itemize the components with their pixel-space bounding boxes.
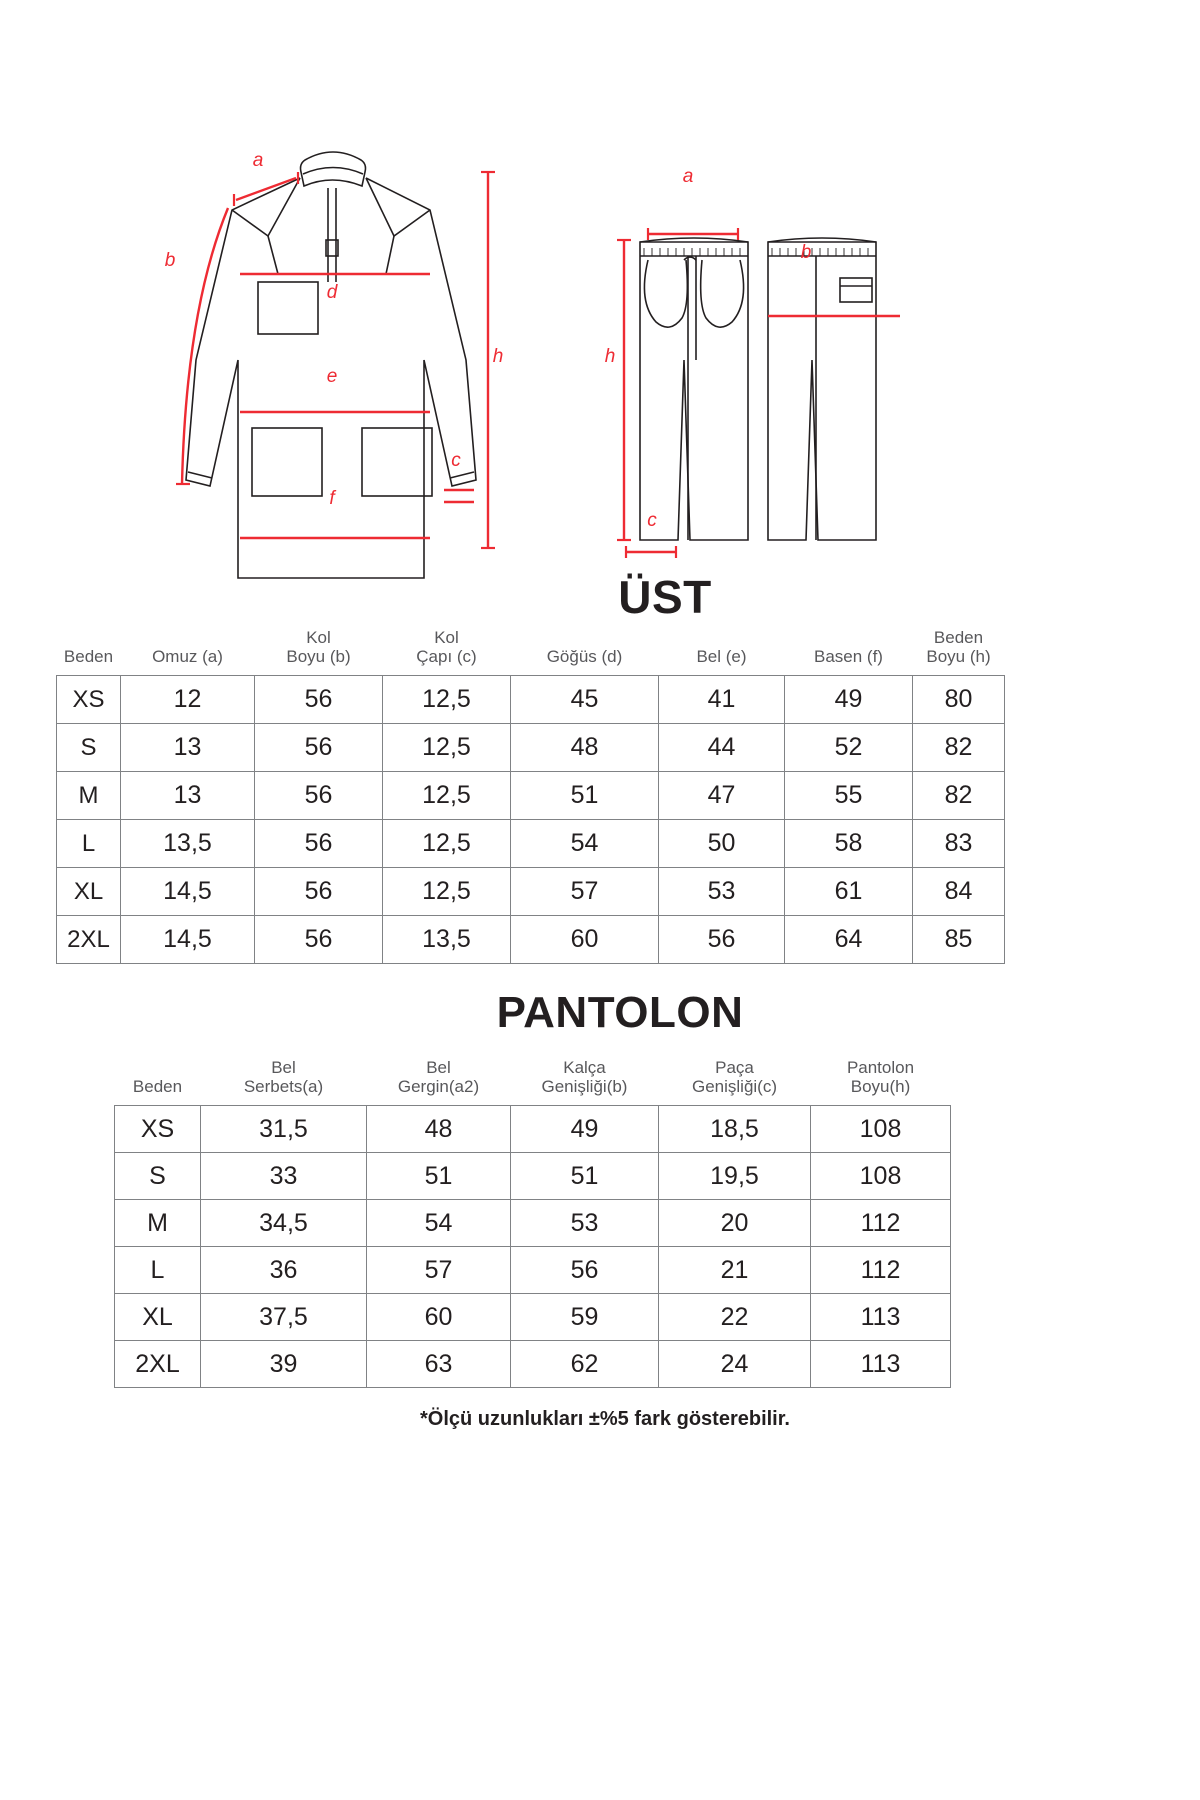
pantolon-measurement-cell: 18,5 <box>659 1106 811 1153</box>
ust-measurement-cell: 12,5 <box>383 772 511 820</box>
ust-measurement-cell: 13 <box>121 772 255 820</box>
pantolon-column-header <box>115 1058 201 1106</box>
pantolon-measurement-cell: 22 <box>659 1294 811 1341</box>
ust-measurement-cell: 41 <box>659 676 785 724</box>
ust-column-header <box>57 628 121 676</box>
pantolon-measurement-cell: 59 <box>511 1294 659 1341</box>
pantolon-measurement-cell: 21 <box>659 1247 811 1294</box>
ust-size-table <box>56 628 1005 964</box>
pantolon-measurement-cell: 108 <box>811 1106 951 1153</box>
ust-measurement-cell: 56 <box>255 724 383 772</box>
pantolon-measurement-cell: 24 <box>659 1341 811 1388</box>
label-top-b: b <box>164 250 176 271</box>
ust-table-container <box>56 628 1004 964</box>
pantolon-measurement-cell: 63 <box>367 1341 511 1388</box>
pantolon-measurement-cell: 19,5 <box>659 1153 811 1200</box>
ust-column-header-line: Kol <box>306 628 331 647</box>
pantolon-measurement-cell: 39 <box>201 1341 367 1388</box>
ust-measurement-cell: 12,5 <box>383 724 511 772</box>
pantolon-measurement-cell: 49 <box>511 1106 659 1153</box>
pantolon-table-row <box>115 1153 951 1200</box>
measurement-tolerance-note: *Ölçü uzunlukları ±%5 fark gösterebilir. <box>420 1408 790 1430</box>
pantolon-measurement-cell: 108 <box>811 1153 951 1200</box>
ust-measurement-cell: 60 <box>511 916 659 964</box>
ust-measurement-cell: 44 <box>659 724 785 772</box>
ust-measurement-cell: 54 <box>511 820 659 868</box>
pantolon-measurement-cell: 51 <box>367 1153 511 1200</box>
label-top-a: a <box>252 150 264 171</box>
pantolon-measurement-cell: 53 <box>511 1200 659 1247</box>
ust-measurement-cell: 12,5 <box>383 820 511 868</box>
pantolon-measurement-cell: 48 <box>367 1106 511 1153</box>
ust-measurement-cell: 49 <box>785 676 913 724</box>
pantolon-column-header-line: Pantolon <box>846 1058 915 1077</box>
pantolon-measurement-cell: 31,5 <box>201 1106 367 1153</box>
ust-table-row <box>57 676 1005 724</box>
pantolon-size-label: 2XL <box>115 1341 201 1388</box>
ust-measurement-cell: 82 <box>913 772 1005 820</box>
pantolon-column-header-line: Beden <box>132 1077 183 1097</box>
ust-table-row <box>57 916 1005 964</box>
pantolon-column-header <box>511 1058 659 1106</box>
ust-measurement-cell: 45 <box>511 676 659 724</box>
ust-size-label: S <box>57 724 121 772</box>
ust-table-row <box>57 820 1005 868</box>
ust-column-header-line: Omuz (a) <box>152 647 223 667</box>
pantolon-column-header-line: Kalça <box>563 1058 606 1077</box>
ust-measurement-cell: 82 <box>913 724 1005 772</box>
label-top-e: e <box>326 366 338 387</box>
pantolon-column-header-line: Paça <box>715 1058 754 1077</box>
ust-table-body <box>57 676 1005 964</box>
pantolon-measurement-cell: 34,5 <box>201 1200 367 1247</box>
section-title-pantolon: PANTOLON <box>496 988 744 1037</box>
pantolon-measurement-cell: 113 <box>811 1294 951 1341</box>
ust-column-header <box>383 628 511 676</box>
pantolon-size-label: XL <box>115 1294 201 1341</box>
ust-measurement-cell: 64 <box>785 916 913 964</box>
ust-measurement-cell: 12,5 <box>383 676 511 724</box>
ust-measurement-cell: 56 <box>255 820 383 868</box>
pantolon-measurement-cell: 51 <box>511 1153 659 1200</box>
ust-column-header-line: Göğüs (d) <box>546 647 623 667</box>
label-top-c: c <box>451 450 461 471</box>
pantolon-table-row <box>115 1200 951 1247</box>
ust-column-header-line: Kol <box>434 628 459 647</box>
ust-measurement-cell: 12 <box>121 676 255 724</box>
ust-measurement-cell: 80 <box>913 676 1005 724</box>
ust-column-header <box>913 628 1005 676</box>
ust-measurement-cell: 83 <box>913 820 1005 868</box>
ust-column-header-line: Bel (e) <box>696 647 747 667</box>
pantolon-column-header-line: Genişliği(c) <box>691 1077 778 1097</box>
label-pant-c: c <box>647 510 657 531</box>
pantolon-column-header <box>659 1058 811 1106</box>
ust-column-header-line: Boyu (b) <box>286 647 351 667</box>
ust-measurement-cell: 13 <box>121 724 255 772</box>
pantolon-column-header-line: Bel <box>271 1058 296 1077</box>
top-garment-illustration <box>165 150 900 578</box>
pantolon-column-header-line: Serbets(a) <box>243 1077 324 1097</box>
ust-measurement-cell: 14,5 <box>121 916 255 964</box>
ust-table-row <box>57 772 1005 820</box>
ust-measurement-cell: 47 <box>659 772 785 820</box>
label-top-f: f <box>329 488 335 509</box>
technical-drawing-area <box>0 60 1200 580</box>
ust-measurement-cell: 56 <box>659 916 785 964</box>
ust-size-label: L <box>57 820 121 868</box>
label-top-h: h <box>492 346 504 367</box>
ust-measurement-cell: 85 <box>913 916 1005 964</box>
pantolon-table-row <box>115 1294 951 1341</box>
label-top-d: d <box>326 282 338 303</box>
pantolon-column-header <box>811 1058 951 1106</box>
pantolon-table-container <box>114 1058 950 1388</box>
pantolon-measurement-cell: 112 <box>811 1247 951 1294</box>
ust-measurement-cell: 61 <box>785 868 913 916</box>
pantolon-measurement-cell: 113 <box>811 1341 951 1388</box>
ust-table-row <box>57 724 1005 772</box>
ust-size-label: 2XL <box>57 916 121 964</box>
ust-size-label: XS <box>57 676 121 724</box>
ust-measurement-cell: 56 <box>255 916 383 964</box>
ust-column-header-line: Boyu (h) <box>926 647 991 667</box>
ust-size-label: M <box>57 772 121 820</box>
ust-column-header <box>659 628 785 676</box>
pantolon-measurement-cell: 56 <box>511 1247 659 1294</box>
label-pant-a: a <box>682 166 694 187</box>
ust-measurement-cell: 14,5 <box>121 868 255 916</box>
ust-column-header <box>785 628 913 676</box>
ust-column-header-line: Beden <box>933 628 984 647</box>
pantolon-size-label: L <box>115 1247 201 1294</box>
label-pant-h: h <box>604 346 616 367</box>
pantolon-size-table <box>114 1058 951 1388</box>
ust-measurement-cell: 51 <box>511 772 659 820</box>
pantolon-column-header-line: Boyu(h) <box>850 1077 911 1097</box>
pantolon-table-row <box>115 1247 951 1294</box>
pantolon-measurement-cell: 62 <box>511 1341 659 1388</box>
pantolon-measurement-cell: 57 <box>367 1247 511 1294</box>
pantolon-header-row <box>115 1058 951 1106</box>
pantolon-measurement-cell: 36 <box>201 1247 367 1294</box>
ust-measurement-cell: 52 <box>785 724 913 772</box>
ust-measurement-cell: 84 <box>913 868 1005 916</box>
pantolon-column-header <box>201 1058 367 1106</box>
ust-size-label: XL <box>57 868 121 916</box>
ust-column-header-line: Basen (f) <box>814 647 883 667</box>
ust-column-header <box>121 628 255 676</box>
ust-measurement-cell: 56 <box>255 676 383 724</box>
pantolon-measurement-cell: 37,5 <box>201 1294 367 1341</box>
ust-column-header-line: Beden <box>63 647 114 667</box>
ust-header-row <box>57 628 1005 676</box>
ust-measurement-cell: 56 <box>255 868 383 916</box>
ust-measurement-cell: 58 <box>785 820 913 868</box>
ust-measurement-cell: 53 <box>659 868 785 916</box>
ust-column-header <box>255 628 383 676</box>
pantolon-measurement-cell: 33 <box>201 1153 367 1200</box>
pantolon-column-header-line: Genişliği(b) <box>541 1077 628 1097</box>
pantolon-measurement-cell: 54 <box>367 1200 511 1247</box>
pantolon-table-body <box>115 1106 951 1388</box>
pantolon-column-header-line: Gergin(a2) <box>397 1077 480 1097</box>
pantolon-column-header-line: Bel <box>426 1058 451 1077</box>
ust-measurement-cell: 57 <box>511 868 659 916</box>
ust-measurement-cell: 55 <box>785 772 913 820</box>
ust-table-row <box>57 868 1005 916</box>
label-pant-b: b <box>800 242 812 263</box>
pantolon-size-label: XS <box>115 1106 201 1153</box>
ust-measurement-cell: 50 <box>659 820 785 868</box>
pantolon-measurement-cell: 60 <box>367 1294 511 1341</box>
ust-measurement-cell: 48 <box>511 724 659 772</box>
section-title-ust: ÜST <box>618 571 712 623</box>
pantolon-column-header <box>367 1058 511 1106</box>
pantolon-size-label: M <box>115 1200 201 1247</box>
ust-column-header <box>511 628 659 676</box>
pantolon-size-label: S <box>115 1153 201 1200</box>
ust-measurement-cell: 12,5 <box>383 868 511 916</box>
pantolon-table-row <box>115 1106 951 1153</box>
ust-column-header-line: Çapı (c) <box>416 647 477 667</box>
pantolon-table-row <box>115 1341 951 1388</box>
ust-measurement-cell: 13,5 <box>383 916 511 964</box>
pantolon-measurement-cell: 112 <box>811 1200 951 1247</box>
pantolon-measurement-cell: 20 <box>659 1200 811 1247</box>
ust-measurement-cell: 56 <box>255 772 383 820</box>
ust-measurement-cell: 13,5 <box>121 820 255 868</box>
